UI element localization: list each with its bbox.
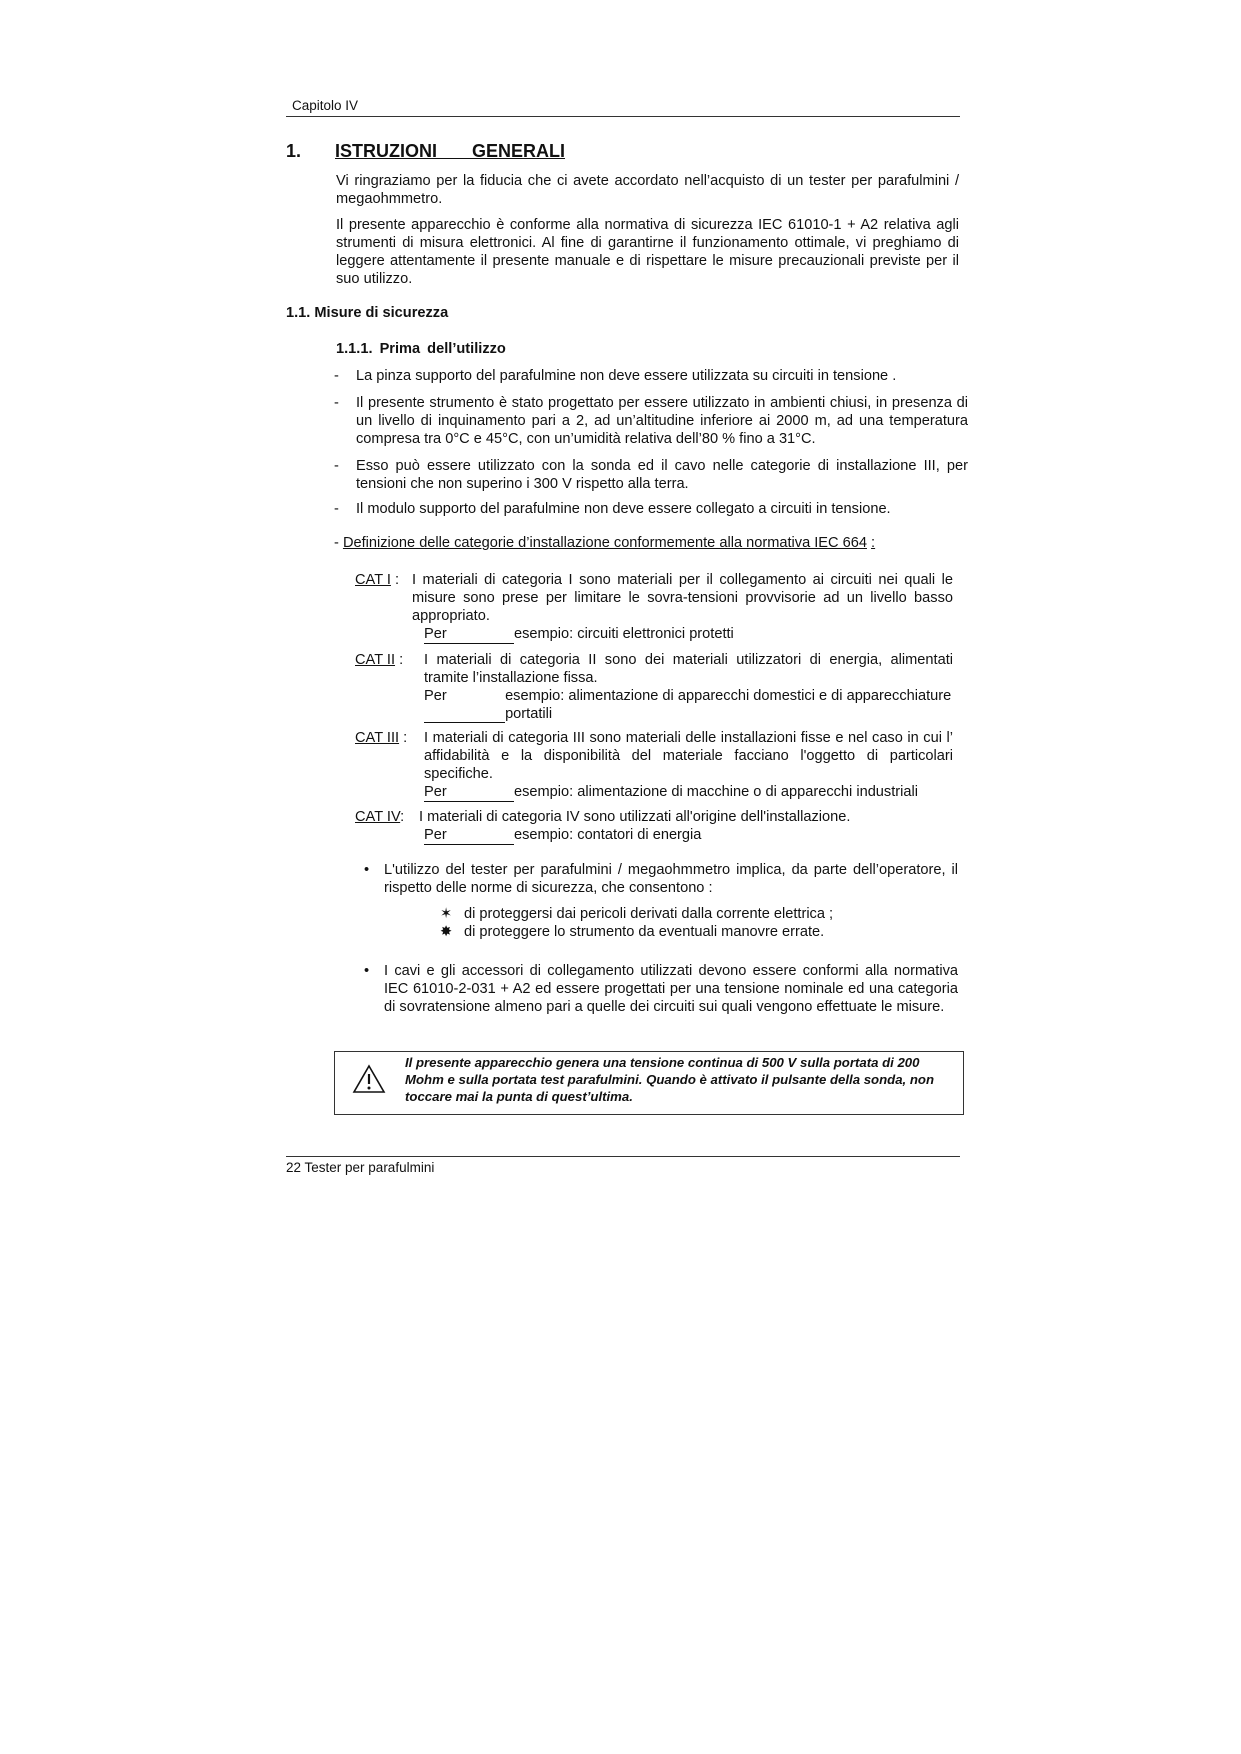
list-item	[334, 394, 968, 448]
example-prefix: Per	[424, 687, 505, 723]
category-description: I materiali di categoria III sono materiali delle installazioni fisse e nel caso in cui l’ affidabilità e la disponibilità del materiale facciano l'oggetto di particolari specifiche.	[424, 730, 953, 782]
subsubsection-heading: 1.1.1. Prima dell’utilizzo	[336, 341, 506, 357]
intro-paragraph: Vi ringraziamo per la fiducia che ci avete accordato nell’acquisto di un tester per parafulmini / megaohmmetro.	[336, 173, 959, 207]
category-entry: CAT III : I materiali di categoria III sono materiali delle installazioni fisse e nel caso in cui l’ affidabilità e la disponibilità del materiale facciano l'oggetto di particolari specifiche. Per esempio: alimentazione di macchine o di apparecchi industriali	[355, 730, 953, 800]
categories-definition-heading	[334, 535, 875, 551]
footer-rule	[286, 1156, 960, 1157]
dash-marker: -	[334, 395, 339, 411]
example-prefix: Per	[424, 783, 514, 802]
example-prefix: Per	[424, 826, 514, 845]
dash-marker: -	[334, 458, 339, 474]
definition-text: Definizione delle categorie d’installazione conformemente alla normativa IEC 664	[342, 535, 867, 551]
sub-bullet-item	[440, 923, 824, 940]
intro-paragraph: Il presente apparecchio è conforme alla normativa di sicurezza IEC 61010-1 + A2 relativa agli strumenti di misura elettronici. Al fine di garantirne il funzionamento ottimale, vi preghiamo di leggere attentamente il presente manuale e di rispettare le misure precauzionali previste per il suo utilizzo.	[336, 217, 959, 287]
list-item-text: Il modulo supporto del parafulmine non deve essere collegato a circuiti in tensione.	[356, 501, 891, 517]
asterisk-icon: ✶	[440, 906, 453, 922]
category-example: esempio: circuiti elettronici protetti	[514, 626, 734, 642]
category-description: I materiali di categoria I sono materiali per il collegamento ai circuiti nei quali le misure sono prese per limitare le sovra-tensioni provvisorie ad un livello basso appropriato.	[412, 572, 953, 624]
category-example: esempio: contatori di energia	[514, 827, 702, 843]
warning-text: Il presente apparecchio genera una tensione continua di 500 V sulla portata di 200 Mohm e sulla portata test parafulmini. Quando è attivato il pulsante della sonda, non toccare mai la punta di quest’ultima.	[405, 1055, 935, 1104]
category-description: I materiali di categoria II sono dei materiali utilizzatori di energia, alimentati tramite l’installazione fissa.	[424, 652, 953, 686]
category-example: esempio: alimentazione di apparecchi domestici e di apparecchiature portatili	[505, 688, 952, 722]
warning-triangle-icon	[352, 1064, 386, 1099]
sub-bullet-text: di proteggere lo strumento da eventuali manovre errate.	[464, 924, 825, 940]
section-title: ISTRUZIONI GENERALI	[335, 141, 566, 161]
definition-colon: :	[871, 535, 876, 551]
dash-marker: -	[334, 535, 339, 551]
bullet-text: I cavi e gli accessori di collegamento utilizzati devono essere conformi alla normativa IEC 61010-2-031 + A2 ed essere progettati per una tensione nominale ed una categoria di sovratensione almeno pari a quelle dei circuiti sui quali vengono effettuate le misure.	[384, 963, 958, 1015]
sub-bullet-text: di proteggersi dai pericoli derivati dalla corrente elettrica ;	[464, 906, 834, 922]
list-item	[334, 457, 968, 493]
dash-marker: -	[334, 501, 339, 517]
list-item-text: Il presente strumento è stato progettato per essere utilizzato in ambienti chiusi, in presenza di un livello di inquinamento pari a 2, ad un’altitudine inferiore ai 2000 m, ad una temperatura compresa tra 0°C e 45°C, con un’umidità relativa dell’80 % fino a 31°C.	[356, 395, 968, 447]
category-entry: CAT I : I materiali di categoria I sono materiali per il collegamento ai circuiti nei quali le misure sono prese per limitare le sovra-tensioni provvisorie ad un livello basso appropriato. Per esempio: circuiti elettronici protetti	[355, 572, 953, 642]
category-label: CAT III	[355, 730, 400, 746]
example-prefix: Per	[424, 625, 514, 644]
bullet-dot-icon: •	[364, 963, 370, 979]
dash-marker: -	[334, 368, 339, 384]
header-rule	[286, 116, 960, 117]
section-number: 1.	[286, 141, 302, 161]
bullet-item	[364, 962, 958, 1016]
bullet-text: L'utilizzo del tester per parafulmini / megaohmmetro implica, da parte dell’operatore, il rispetto delle norme di sicurezza, che consentono :	[384, 862, 958, 896]
category-label: CAT II	[355, 652, 396, 668]
list-item-text: La pinza supporto del parafulmine non deve essere utilizzata su circuiti in tensione .	[356, 368, 897, 384]
category-entry: CAT II : I materiali di categoria II sono dei materiali utilizzatori di energia, alimentati tramite l’installazione fissa. Per esempio: alimentazione di apparecchi domestici e di apparecchiature portatili	[355, 652, 953, 722]
category-example: esempio: alimentazione di macchine o di apparecchi industriali	[514, 784, 918, 800]
asterisk-icon: ✸	[440, 924, 453, 940]
category-label: CAT IV	[355, 809, 401, 825]
category-entry: CAT IV: I materiali di categoria IV sono utilizzati all'origine dell'installazione. Per esempio: contatori di energia	[355, 808, 953, 845]
bullet-dot-icon: •	[364, 862, 370, 878]
bullet-item	[364, 861, 958, 897]
list-item-text: Esso può essere utilizzato con la sonda ed il cavo nelle categorie di installazione III, per tensioni che non superino i 300 V rispetto alla terra.	[356, 458, 968, 492]
page-footer: 22 Tester per parafulmini	[286, 1160, 435, 1175]
subsection-heading: 1.1. Misure di sicurezza	[286, 305, 449, 321]
category-description: I materiali di categoria IV sono utilizzati all'origine dell'installazione.	[419, 809, 851, 825]
sub-bullet-item	[440, 905, 833, 922]
list-item	[334, 367, 968, 385]
list-item	[334, 500, 968, 518]
running-header: Capitolo IV	[292, 98, 359, 113]
category-label: CAT I	[355, 572, 391, 588]
